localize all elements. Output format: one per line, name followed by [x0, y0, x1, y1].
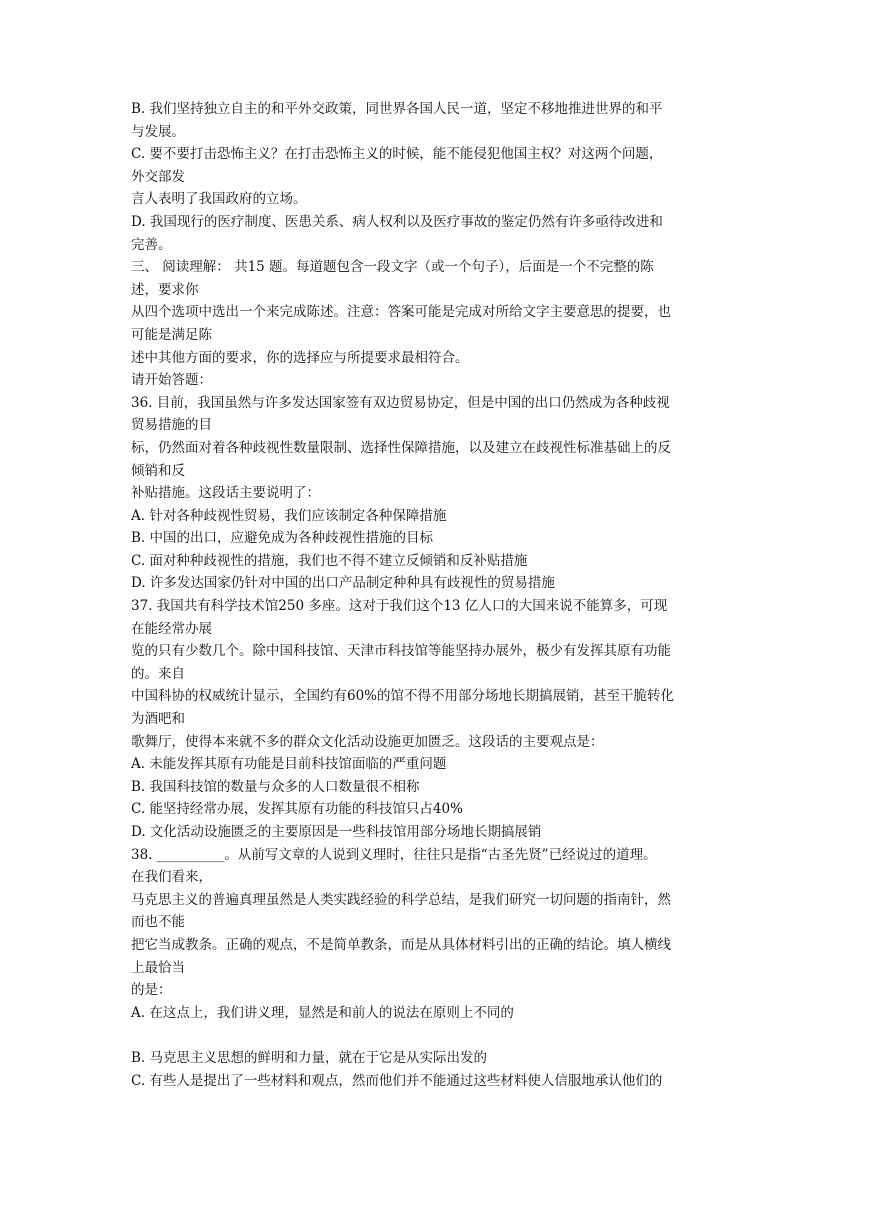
text-line: 请开始答题：	[131, 372, 212, 389]
text-line: 的是：	[131, 982, 172, 999]
text-line: 外交部发	[131, 168, 185, 185]
question-38: 38. __________。从前写文章的人说到义理时，往往只是指“古圣先贤”已经说过的道理。	[131, 846, 657, 863]
blank-line	[131, 1024, 743, 1047]
text-line: 而也不能	[131, 914, 185, 931]
text-line: 在能经常办展	[131, 620, 212, 637]
text-line: 与发展。	[131, 123, 185, 140]
option-c: C. 面对种种歧视性的措施，我们也不得不建立反倾销和反补贴措施	[131, 552, 528, 569]
option-a: A. 针对各种歧视性贸易，我们应该制定各种保障措施	[131, 507, 447, 524]
text-line: 在我们看来，	[131, 869, 212, 886]
option-a: A. 未能发挥其原有功能是目前科技馆面临的严重问题	[131, 756, 447, 773]
option-a: A. 在这点上，我们讲义理，显然是和前人的说法在原则上不同的	[131, 1004, 514, 1021]
text-line: 贸易措施的目	[131, 417, 212, 434]
document-body	[131, 98, 743, 1092]
option-b: B. 我国科技馆的数量与众多的人口数量很不相称	[131, 778, 420, 795]
text-line: 上最恰当	[131, 959, 185, 976]
text-line: 可能是满足陈	[131, 326, 212, 343]
text-line: 述，要求你	[131, 281, 199, 298]
option-b: B. 中国的出口，应避免成为各种歧视性措施的目标	[131, 530, 434, 547]
option-d: D. 文化活动设施匮乏的主要原因是一些科技馆用部分场地长期搞展销	[131, 824, 542, 840]
text-line: 把它当成教条。正确的观点，不是简单教条，而是从具体材料引出的正确的结论。填人横线	[131, 936, 671, 953]
text-line: 为酒吧和	[131, 711, 185, 728]
text-line: 标，仍然面对着各种歧视性数量限制、选择性保障措施，以及建立在歧视性标准基础上的反	[131, 439, 671, 456]
text-line: 倾销和反	[131, 462, 185, 479]
text-line: 完善。	[131, 236, 172, 253]
text-line: B. 我们坚持独立自主的和平外交政策，同世界各国人民一道，坚定不移地推进世界的和平	[131, 101, 663, 117]
question-36: 36. 目前，我国虽然与许多发达国家签有双边贸易协定，但是中国的出口仍然成为各种歧视	[131, 394, 670, 411]
section-heading: 三、 阅读理解： 共15 题。每道题包含一段文字（或一个句子），后面是一个不完整的陈	[131, 259, 654, 276]
text-line: 歌舞厅，使得本来就不多的群众文化活动设施更加匮乏。这段话的主要观点是：	[131, 733, 604, 750]
text-line: 的。来自	[131, 665, 185, 682]
text-line: 览的只有少数几个。除中国科技馆、天津市科技馆等能坚持办展外，极少有发挥其原有功能	[131, 643, 671, 660]
option-b: B. 马克思主义思想的鲜明和力量，就在于它是从实际出发的	[131, 1049, 488, 1066]
text-line: 马克思主义的普遍真理虽然是人类实践经验的科学总结，是我们研究一切问题的指南针，然	[131, 891, 671, 908]
option-c: C. 能坚持经常办展，发挥其原有功能的科技馆只占40%	[131, 801, 463, 818]
text-line: 中国科协的权威统计显示，全国约有60%的馆不得不用部分场地长期搞展销，甚至干脆转化	[131, 688, 675, 705]
text-line: 言人表明了我国政府的立场。	[131, 191, 307, 208]
text-line: 从四个选项中选出一个来完成陈述。注意：答案可能是完成对所给文字主要意思的提要，也	[131, 304, 671, 321]
text-line: 补贴措施。这段话主要说明了：	[131, 485, 320, 502]
question-37: 37. 我国共有科学技术馆250 多座。这对于我们这个13 亿人口的大国来说不能算多，可现	[131, 598, 668, 615]
text-line: D. 我国现行的医疗制度、医患关系、病人权利以及医疗事故的鉴定仍然有许多亟待改进和	[131, 213, 663, 230]
text-line: 述中其他方面的要求，你的选择应与所提要求最相符合。	[131, 349, 469, 366]
text-line: C. 要不要打击恐怖主义？在打击恐怖主义的时候，能不能侵犯他国主权？对这两个问题，	[131, 146, 663, 163]
option-c: C. 有些人是提出了一些材料和观点，然而他们并不能通过这些材料使人信服地承认他们的	[131, 1072, 663, 1089]
option-d: D. 许多发达国家仍针对中国的出口产品制定种种具有歧视性的贸易措施	[131, 575, 555, 592]
